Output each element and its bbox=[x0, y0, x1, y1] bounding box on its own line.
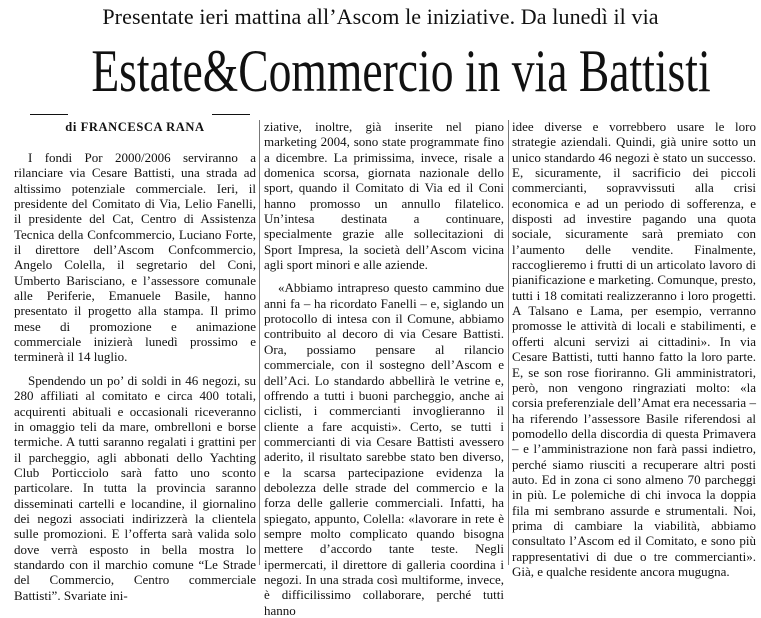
column-divider bbox=[508, 120, 509, 565]
paragraph: ziative, inoltre, già inserite nel piano marketing 2004, sono state programmate fino a dicembre. La primissima, invece, risale a domenica scorsa, giornata nazionale dello sport, quando il Comitato di Via ed il Coni hanno promosso un annullo filatelico. Un’intesa destinata a continuare, specialmente grazie alle sollecitazioni di Sport Impresa, la società dell’Ascom vicina agli sport minori e alle aziende. bbox=[264, 119, 504, 273]
paragraph: idee diverse e vorrebbero usare le loro strategie aziendali. Quindi, già unire sotto un unico standardo 46 negozi è stato un successo. E, sicuramente, il sacrificio dei piccoli commercianti, sopravvissuti alla crisi economica e ad un periodo di sofferenza, e disposti ad investire pagando una quota sociale, sicuramente sarà premiato con l’aumento delle vendite. Finalmente, raccoglieremo i frutti di un articolato lavoro di pianificazione e marketing. Comunque, presto, tutti i 18 comitati realizzeranno i loro progetti. A Talsano e Lama, per esempio, verranno promosse le attività di locali e stabilimenti, e offerti alcuni servizi ai cittadini». In via Cesare Battisti, tutti hanno fatto la loro parte. E, se son rose fioriranno. Gli amministratori, però, non vengono ringraziati molto: «la corsia preferenziale dell’Amat era necessaria – ha riferendo l’assessore Basile riferendosi al pomodello della discordia di questa Primavera – e l’amministrazione non farà passi indietro, perché siamo riusciti a recuperare altri posti auto. Ed in zona ci sono almeno 70 parcheggi in più. Le polemiche di chi invoca la doppia fila mi sembrano assurde e strumentali. Noi, prima di cambiare la viabilità, abbiamo consultato l’Ascom ed il Comitato, e sono più rappresentativi di due o tre commercianti». Già, e qualche residente ancora mugugna. bbox=[512, 119, 756, 579]
rule-right bbox=[212, 114, 250, 115]
rule-left bbox=[30, 114, 68, 115]
column-1 bbox=[14, 150, 256, 603]
paragraph: Spendendo un po’ di soldi in 46 negozi, su 280 affiliati al comitato e circa 400 totali, acquirenti abituali e occasionali riceveranno in omaggio teli da mare, ombrelloni e borse termiche. A tutti saranno regalati i grattini per il parcheggio, agli abbonati dello Yachting Club Porticciolo sarà fatto uno sconto particolare. In tutta la provincia saranno disseminati cartelli e locandine, il giornalino dei negozi associati indirizzerà la clientela sulle promozioni. E l’offerta sarà valida solo dove verrà esposto in bella mostra lo standardo con il marchio comune “Le Strade del Commercio, Centro commerciale Battisti”. Svariate ini- bbox=[14, 372, 256, 603]
kicker: Presentate ieri mattina all’Ascom le iniziative. Da lunedì il via bbox=[102, 4, 659, 29]
column-2 bbox=[264, 119, 504, 618]
headline: Estate&Commercio in via Battisti bbox=[91, 38, 711, 104]
byline: di FRANCESCA RANA bbox=[65, 120, 205, 134]
paragraph: «Abbiamo intrapreso questo cammino due anni fa – ha ricordato Fanelli – e, siglando un protocollo di intesa con il Comune, abbiamo contribuito al decoro di via Cesare Battisti. Ora, possiamo pensare al rilancio commerciale, con il sostegno dell’Ascom e dell’Aci. Lo standardo abbellirà le vetrine e, offrendo a tutti i buoni parcheggio, anche ai ciclisti, i commercianti invoglieranno il cliente a fare acquisti». Certo, se tutti i commercianti di via Cesare Battisti avessero aderito, il risultato sarebbe stato ben diverso, e la scarsa partecipazione evidenza la debolezza delle strade del commercio e la forza delle gallerie commerciali. Infatti, ha spiegato, appunto, Colella: «lavorare in rete è sempre molto complicato quando bisogna mettere d’accordo tante teste. Negli ipermercati, il direttore di galleria coordina i negozi. In una strada così multiforme, invece, è difficilissimo collaborare, perché tutti hanno bbox=[264, 280, 504, 618]
paragraph: I fondi Por 2000/2006 serviranno a rilanciare via Cesare Battisti, una strada ad altissimo potenziale commerciale. Ieri, il presidente del Comitato di Via, Lelio Fanelli, il presidente del Cat, Centro di Assistenza Tecnica della Confcommercio, Luciano Forte, il direttore dell’Ascom Confcommercio, Angelo Colella, il segretario del Coni, Umberto Barisciano, e l’assessore comunale alle Periferie, Emanuele Basile, hanno presentato il progetto alla stampa. Il primo mese di promozione e animazione commerciale inizierà lunedì prossimo e terminerà il 14 luglio. bbox=[14, 150, 256, 365]
column-3 bbox=[512, 119, 756, 579]
column-divider bbox=[259, 120, 260, 565]
